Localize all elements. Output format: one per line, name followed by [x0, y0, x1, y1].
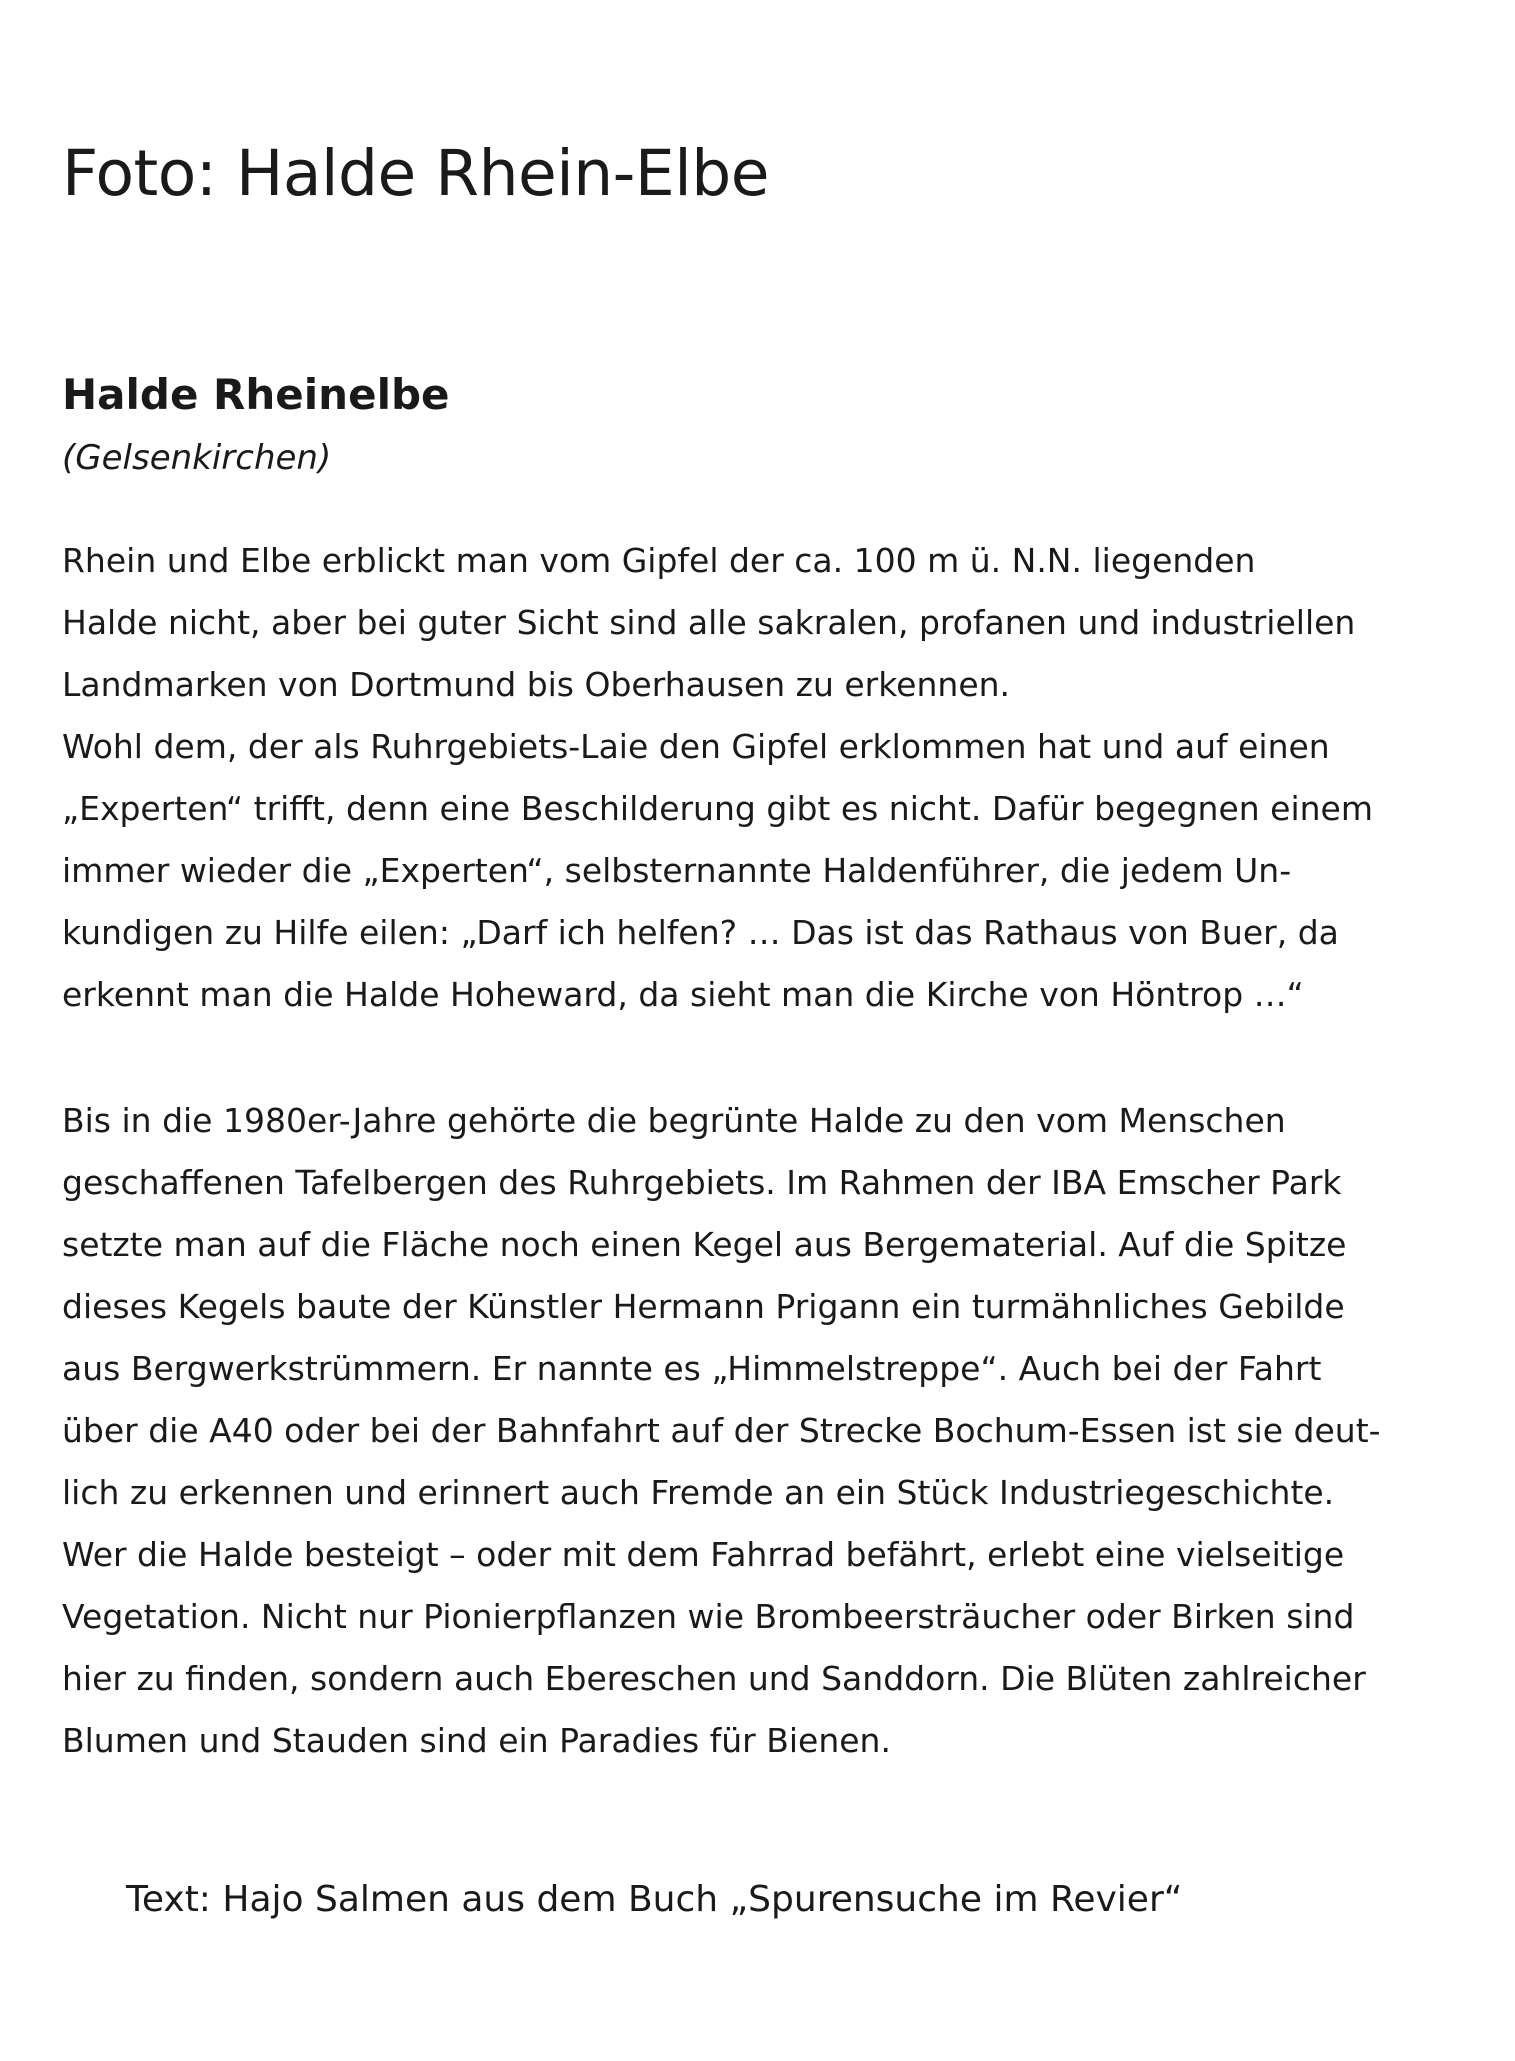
text-line: Landmarken von Dortmund bis Oberhausen zu erkennen.	[62, 665, 1011, 704]
text-line: Halde nicht, aber bei guter Sicht sind alle sakralen, profanen und industriellen	[62, 603, 1356, 642]
photo-caption: Foto: Halde Rhein-Elbe	[62, 137, 769, 210]
text-line: geschaffenen Tafelbergen des Ruhrgebiets. Im Rahmen der IBA Emscher Park	[62, 1163, 1342, 1202]
text-line: setzte man auf die Fläche noch einen Kegel aus Bergematerial. Auf die Spitze	[62, 1225, 1347, 1264]
text-line: über die A40 oder bei der Bahnfahrt auf der Strecke Bochum-Essen ist sie deut-	[62, 1411, 1381, 1450]
text-line: Rhein und Elbe erblickt man vom Gipfel der ca. 100 m ü. N.N. liegenden	[62, 541, 1256, 580]
text-line: Wer die Halde besteigt – oder mit dem Fahrrad befährt, erlebt eine vielseitige	[62, 1535, 1345, 1574]
text-line: „Experten“ trifft, denn eine Beschilderung gibt es nicht. Dafür begegnen einem	[62, 789, 1373, 828]
text-line: kundigen zu Hilfe eilen: „Darf ich helfen? … Das ist das Rathaus von Buer, da	[62, 913, 1339, 952]
text-line: aus Bergwerkstrümmern. Er nannte es „Himmelstreppe“. Auch bei der Fahrt	[62, 1349, 1322, 1388]
text-line: immer wieder die „Experten“, selbsternannte Haldenführer, die jedem Un-	[62, 851, 1292, 890]
text-line: dieses Kegels baute der Künstler Hermann Prigann ein turmähnliches Gebilde	[62, 1287, 1345, 1326]
paragraph-intro	[62, 530, 1482, 1026]
text-line: hier zu finden, sondern auch Ebereschen und Sanddorn. Die Blüten zahlreicher	[62, 1659, 1366, 1698]
text-line: Bis in die 1980er-Jahre gehörte die begrünte Halde zu den vom Menschen	[62, 1101, 1286, 1140]
text-credit: Text: Hajo Salmen aus dem Buch „Spurensuche im Revier“	[126, 1879, 1183, 1920]
text-line: Wohl dem, der als Ruhrgebiets-Laie den Gipfel erklommen hat und auf einen	[62, 727, 1330, 766]
text-line: Blumen und Stauden sind ein Paradies für Bienen.	[62, 1721, 891, 1760]
text-line: lich zu erkennen und erinnert auch Fremde an ein Stück Industriegeschichte.	[62, 1473, 1335, 1512]
article-location: (Gelsenkirchen)	[62, 438, 332, 478]
paragraph-history	[62, 1090, 1482, 1772]
text-line: Vegetation. Nicht nur Pionierpflanzen wie Brombeersträucher oder Birken sind	[62, 1597, 1355, 1636]
article-title: Halde Rheinelbe	[62, 370, 450, 419]
text-line: erkennt man die Halde Hoheward, da sieht man die Kirche von Höntrop …“	[62, 975, 1304, 1014]
